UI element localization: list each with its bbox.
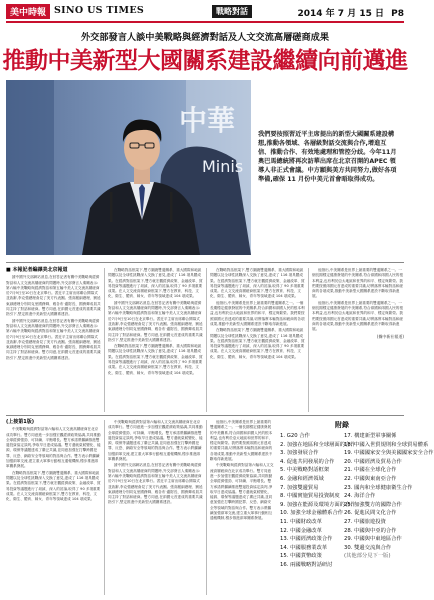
outcome-item: 14. 中國服務業改革	[280, 544, 328, 551]
article-text: 在戰略對話框架下,雙方圍繞雙邊關系、重大國際和地區問題以及全球性挑戰深入交換了意見,達成了 116 項具體成果。在經濟對話框架下,雙方就宏觀經濟政策、金融改革、貿易投資等議題進行了坦誠、深入的討論,取得了 90 多項重要成果。在人文交流高層磋商框架下,雙方在教育、科技、文化、衛生、體育、婦女、青年等領域達成 104 項成果。	[6, 470, 101, 502]
section-label: 戰略對話	[212, 5, 252, 18]
outcome-item: 2. 加強在地區和全球層面的合作	[280, 441, 356, 448]
backdrop-text: 中華	[179, 104, 236, 137]
outcomes-list-right	[344, 432, 434, 561]
issue-date	[297, 6, 404, 19]
article-text: 在戰略對話框架下,雙方圍繞雙邊關系、重大國際和地區問題以及全球性挑戰深入交換了意見,達成了 116 項具體成果。在經濟對話框架下,雙方就宏觀經濟政策、金融改革、貿易投資等議題進行了坦誠、深入的討論,取得了 90 多項重要成果。在人文交流高層磋商框架下,雙方在教育、科技、文化、衛生、體育、婦女、青年等領域達成 104 項成果。	[108, 268, 203, 299]
article-column-2	[108, 268, 203, 377]
outcome-item: 30. 雙邊交流與合作	[344, 544, 392, 551]
article-column-4	[312, 268, 404, 339]
column-rule	[206, 268, 207, 412]
outcome-item: 6. 金融和經濟領域	[280, 475, 324, 482]
column-rule	[308, 268, 309, 412]
article-text: 他指出,中美關系是世界上最重要的雙邊關系之一。一個長期穩定健康發展的中美關系,符合兩國和兩國人民的根本利益,也有利於亞太地區和世界的和平、穩定與繁榮。我們要按照兩國元首達成的重要共識,切實落實本輪對話和磋商的各項成果,推動中美新型大國關系建設不斷取得新進展。	[312, 268, 403, 299]
article-text: 據中國外交部網站消息,在回答記者有關中美戰略與經濟對話和人文交流高層磋商的問題時,外交部發言人秦剛表示:第六輪中美戰略與經濟對話和第五輪中美人文交流高層磋商於7月9日至10日在北京舉行。習近平主席出席聯合開幕式並致辭,李克強總理會見了美方代表團。張高麗副總理、劉延東副總理分別同克里國務卿、雅各布·盧財長、國務卿成員共同主持了對話和磋商。雙方同意,在兩國元首達成的重要共識指引下,堅定推進中美新型大國關系建設。	[6, 318, 101, 360]
divider	[6, 262, 404, 263]
outcome-item: 11. 中國財政改革	[280, 518, 322, 525]
outcome-item: 21. 中國在全球化合作	[344, 467, 397, 474]
source-note: (據中新社報道)	[376, 333, 404, 339]
byline: ■ 本報記者編譯美北京報道	[6, 267, 68, 273]
date-text: 2014 年 7 月 15 日	[297, 9, 384, 19]
outcome-item: 25. 加強雙方的國際合作	[344, 501, 402, 508]
outcome-item: 17. 構建新型軍事關係	[344, 433, 397, 439]
outcome-item: 7. 加強雙邊貿易	[280, 484, 319, 491]
outcome-item: 15. 中國貨幣政策	[280, 553, 322, 560]
outcome-item: 10. 加強全球金融體系合作	[280, 510, 344, 517]
column-rule	[104, 420, 105, 595]
header-rule	[6, 21, 404, 23]
divider	[6, 415, 404, 416]
article-text: 在戰略對話框架下,雙方圍繞雙邊關系、重大國際和地區問題以及全球性挑戰深入交換了意見,達成了 116 項具體成果。在經濟對話框架下,雙方就宏觀經濟政策、金融改革、貿易投資等議題進行了坦誠、深入的討論,取得了 90 多項重要成果。在人文交流高層磋商框架下,雙方在教育、科技、文化、衛生、體育、婦女、青年等領域達成 104 項成果。	[210, 328, 305, 359]
article-text: 在戰略對話框架下,雙方圍繞雙邊關系、重大國際和地區問題以及全球性挑戰深入交換了意見,達成了 116 項具體成果。在經濟對話框架下,雙方就宏觀經濟政策、金融改革、貿易投資等議題進行了坦誠、深入的討論,取得了 90 多項重要成果。在人文交流高層磋商框架下,雙方在教育、科技、文化、衛生、體育、婦女、青年等領域達成 104 項成果。	[108, 344, 203, 375]
article-text: 據中國外交部網站消息,在回答記者有關中美戰略與經濟對話和人文交流高層磋商的問題時,外交部發言人秦剛表示:第六輪中美戰略與經濟對話和第五輪中美人文交流高層磋商於7月9日至10日在北京舉行。習近平主席出席聯合開幕式並致辭,李克強總理會見了美方代表團。張高麗副總理、劉延東副總理分別同克里國務卿、雅各布·盧財長、國務卿成員共同主持了對話和磋商。雙方同意,在兩國元首達成的重要共識指引下,堅定推進中美新型大國關系建設。	[108, 463, 203, 505]
outcome-item: 8. 中國實施貿易投資制度	[280, 493, 340, 500]
article-text: 中美戰略與經濟對話第六輪和人文交流高層磋商在北京成功舉行。雙方同意進一步加強宏觀經濟政策協調,共同推動全球經濟強勁、可持續、平衡增長。雙方承諾將繼續推進雙邊投資協定談判,爭取早日達成協議。雙方還就氣候變化、能源、環保等議題達成了廣泛共識,並同意加強在打擊跨國犯罪、反恐、網絡安全等領域的對話與合作。雙方表示將繼續加強兩軍交流,建立重大軍事行動相互通報機制,穩步推進兩軍關系發展。	[6, 427, 101, 469]
outcome-item: 27. 中國旅遊投資	[344, 518, 386, 525]
article-text: 中美戰略與經濟對話第六輪和人文交流高層磋商在北京成功舉行。雙方同意進一步加強宏觀經濟政策協調,共同推動全球經濟強勁、可持續、平衡增長。雙方承諾將繼續推進雙邊投資協定談判,爭取早日達成協議。雙方還就氣候變化、能源、環保等議題達成了廣泛共識,並同意加強在打擊跨國犯罪、反恐、網絡安全等領域的對話與合作。雙方表示將繼續加強兩軍交流,建立重大軍事行動相互通報機制,穩步推進兩軍關系發展。	[210, 463, 274, 521]
outcomes-list-left	[280, 432, 356, 570]
continued-column-3	[210, 420, 274, 523]
masthead	[6, 4, 404, 20]
article-column-3	[210, 268, 305, 361]
column-rule	[104, 268, 105, 412]
outcome-item: 13. 中國經濟政策合作	[280, 536, 333, 543]
outcomes-box	[280, 420, 434, 595]
lead-paragraph: 我們要按照習近平主席提出的新型大國關系建設構想,推動各領域、各層級對話交流與合作,增進互信、推動合作、有效地處理和管控分歧。今年11月奧巴馬總統將再次訪華出席在北京召開的APEC 領導人非正式會議。中方願與美方共同努力,做好各項準備,確保 11 月份中美元首會晤取得成功。	[258, 131, 397, 183]
article-text: 中美戰略與經濟對話第六輪和人文交流高層磋商在北京成功舉行。雙方同意進一步加強宏觀經濟政策協調,共同推動全球經濟強勁、可持續、平衡增長。雙方承諾將繼續推進雙邊投資協定談判,爭取早日達成協議。雙方還就氣候變化、能源、環保等議題達成了廣泛共識,並同意加強在打擊跨國犯罪、反恐、網絡安全等領域的對話與合作。雙方表示將繼續加強兩軍交流,建立重大軍事行動相互通報機制,穩步推進兩軍關系發展。	[108, 420, 203, 462]
outcomes-note: (其他部分見下一版)	[344, 553, 391, 560]
paper-name: SINO US TIMES	[54, 5, 145, 16]
outcome-item: 1. G20 合作	[280, 433, 310, 439]
continued-column-1	[6, 420, 101, 503]
main-headline: 推動中美新型大國關系建設繼續向前邁進	[2, 48, 408, 74]
page-number: P8	[391, 9, 404, 19]
article-text: 他指出,中美關系是世界上最重要的雙邊關系之一。一個長期穩定健康發展的中美關系,符合兩國和兩國人民的根本利益,也有利於亞太地區和世界的和平、穩定與繁榮。我們要按照兩國元首達成的重要共識,切實落實本輪對話和磋商的各項成果,推動中美新型大國關系建設不斷取得新進展。	[210, 420, 273, 462]
photo-illustration	[6, 80, 251, 255]
outcome-item: 9. 加強在能源及環境方面的合作	[280, 501, 356, 508]
continued-label: (上接第1版)	[6, 419, 35, 425]
outcome-item: 20. 中國經濟及貿易合作	[344, 458, 402, 465]
outcome-item: 19. 中國國家安全與美國國家安全合作	[344, 450, 434, 457]
spokesperson-photo	[6, 80, 251, 255]
article-text: 據中國外交部網站消息,在回答記者有關中美戰略與經濟對話和人文交流高層磋商的問題時,外交部發言人秦剛表示:第六輪中美戰略與經濟對話和第五輪中美人文交流高層磋商於7月9日至10日在北京舉行。習近平主席出席聯合開幕式並致辭,李克強總理會見了美方代表團。張高麗副總理、劉延東副總理分別同克里國務卿、雅各布·盧財長、國務卿成員共同主持了對話和磋商。雙方同意,在兩國元首達成的重要共識指引下,堅定推進中美新型大國關系建設。	[6, 275, 101, 317]
outcome-item: 3. 加強發展合作	[280, 450, 319, 457]
outcomes-title: 附錄	[335, 421, 349, 429]
outcome-item: 28. 中國與中亞的合作	[344, 527, 397, 534]
newspaper-logo: 美中時報	[6, 4, 50, 19]
backdrop-text-en: Minis	[202, 157, 244, 176]
outcome-item: 29. 中國與中東地區合作	[344, 536, 402, 543]
outcome-item: 26. 促進民間文化合作	[344, 510, 397, 517]
kicker-headline: 外交部發言人談中美戰略與經濟對話及人文交流高層磋商成果	[80, 32, 330, 43]
outcome-item: 18. 中國入世貿規則和全球貿易體系	[344, 441, 429, 448]
outcome-item: 4. 促進共同發展的合作	[280, 458, 335, 465]
article-text: 在戰略對話框架下,雙方圍繞雙邊關系、重大國際和地區問題以及全球性挑戰深入交換了意見,達成了 116 項具體成果。在經濟對話框架下,雙方就宏觀經濟政策、金融改革、貿易投資等議題進行了坦誠、深入的討論,取得了 90 多項重要成果。在人文交流高層磋商框架下,雙方在教育、科技、文化、衛生、體育、婦女、青年等領域達成 104 項成果。	[210, 268, 305, 299]
outcome-item: 22. 中國與東南亞合作	[344, 475, 397, 482]
article-text: 他指出,中美關系是世界上最重要的雙邊關系之一。一個長期穩定健康發展的中美關系,符合兩國和兩國人民的根本利益,也有利於亞太地區和世界的和平、穩定與繁榮。我們要按照兩國元首達成的重要共識,切實落實本輪對話和磋商的各項成果,推動中美新型大國關系建設不斷取得新進展。	[210, 300, 305, 326]
continued-column-2	[108, 420, 203, 507]
outcome-item: 12. 中國金融改革	[280, 527, 322, 534]
outcome-item: 5. 中美戰略對話框架	[280, 467, 330, 474]
column-rule	[206, 420, 207, 595]
outcome-item: 24. 海洋合作	[344, 493, 376, 500]
article-column-1	[6, 268, 101, 362]
outcome-item: 23. 國內和全球健康衛生合作	[344, 484, 413, 491]
article-text: 據中國外交部網站消息,在回答記者有關中美戰略與經濟對話和人文交流高層磋商的問題時,外交部發言人秦剛表示:第六輪中美戰略與經濟對話和第五輪中美人文交流高層磋商於7月9日至10日在北京舉行。習近平主席出席聯合開幕式並致辭,李克強總理會見了美方代表團。張高麗副總理、劉延東副總理分別同克里國務卿、雅各布·盧財長、國務卿成員共同主持了對話和磋商。雙方同意,在兩國元首達成的重要共識指引下,堅定推進中美新型大國關系建設。	[108, 300, 203, 342]
outcome-item: 16. 兩國戰略對話研討	[280, 561, 333, 568]
article-text: 他指出,中美關系是世界上最重要的雙邊關系之一。一個長期穩定健康發展的中美關系,符合兩國和兩國人民的根本利益,也有利於亞太地區和世界的和平、穩定與繁榮。我們要按照兩國元首達成的重要共識,切實落實本輪對話和磋商的各項成果,推動中美新型大國關系建設不斷取得新進展。	[312, 300, 403, 332]
